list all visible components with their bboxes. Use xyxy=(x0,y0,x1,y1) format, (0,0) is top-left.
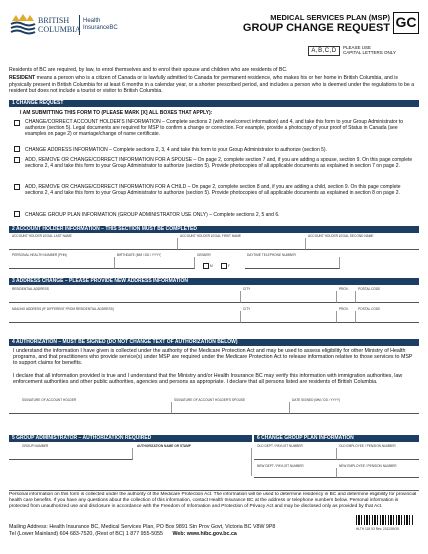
old-emp-field[interactable] xyxy=(337,448,419,460)
province-name: BRITISH COLUMBIA xyxy=(38,16,81,34)
residential-city-field[interactable] xyxy=(241,291,337,303)
website-link[interactable]: Web: www.hibc.gov.bc.ca xyxy=(172,531,237,537)
option-spouse: ADD, REMOVE OR CHANGE/CORRECT INFORMATION FOR A SPOUSE – On page 2, complete section 7 and, if you are adding a spouse, section 9. On this page complete sections 2, 4 and take this form to your Group Administrator to authorize (section 5). Provide photocopies of all applicable documents as explained in section 7 on page 2. xyxy=(25,157,413,169)
mailing-address-field[interactable] xyxy=(9,311,241,323)
label-new-emp: NEW EMPLOYEE / PENSION NUMBER xyxy=(339,464,397,468)
privacy-notice: Personal information on this form is collected under the authority of the Medicare Protection Act. The information will be used to determine residency in BC and determine eligibility for provincial health care benefits. If you have any questions about the collection of this information, contact Health Insurance BC at the address or telephone numbers below. Personal information is protected from unauthorized use and disclosure in accordance with the Freedom of Information and Protection of Privacy Act and may be disclosed only as provided by that Act. xyxy=(9,492,417,509)
label-auth-name: AUTHORIZATION NAME OR STAMP xyxy=(137,444,191,448)
new-emp-field[interactable] xyxy=(337,468,419,478)
gender-m-checkbox[interactable] xyxy=(203,263,209,269)
mailing-postal-field[interactable] xyxy=(356,311,419,323)
old-dept-field[interactable] xyxy=(254,448,337,460)
mailing-city-field[interactable] xyxy=(241,311,337,323)
section-2-header: 2 ACCOUNT HOLDER INFORMATION – THIS SECTION MUST BE COMPLETED xyxy=(9,226,419,233)
date-signed-field[interactable] xyxy=(290,402,419,414)
telephone-numbers: Tel (Lower Mainland) 604 683-7520, (Rest of BC) 1 877 955-5055 xyxy=(9,531,163,537)
barcode xyxy=(356,515,414,525)
gender-f-label: F xyxy=(228,264,230,268)
option-change-address: CHANGE ADDRESS INFORMATION – Complete sections 2, 3, 4 and take this form to your Group Administrator to authorize (section 5). xyxy=(25,147,327,153)
option-child: ADD, REMOVE OR CHANGE/CORRECT INFORMATION FOR A CHILD – On page 2, complete section 8 and, if you are adding a child, section 9. On this page complete sections 2, 4 and take this form to your Group Administrator to authorize (section 5). Provide photocopies of all applicable documents as explained in section 8 on page 2. xyxy=(25,184,401,196)
section-5-header: 5 GROUP ADMINISTRATOR – AUTHORIZATION REQUIRED xyxy=(9,435,252,442)
checkbox-change-address[interactable] xyxy=(14,146,20,152)
last-name-field[interactable] xyxy=(9,238,178,250)
label-residential-address: RESIDENTIAL ADDRESS xyxy=(12,287,49,291)
page-title: GROUP CHANGE REQUEST xyxy=(242,22,390,34)
label-mailing-address: MAILING ADDRESS (IF DIFFERENT FROM RESIDENTIAL ADDRESS) xyxy=(12,307,114,311)
caps-sample-box: A,B,C,D xyxy=(308,46,340,56)
group-number-field[interactable] xyxy=(9,448,133,460)
new-dept-field[interactable] xyxy=(254,468,337,478)
auth-name-stamp-area[interactable] xyxy=(133,448,252,476)
label-mailing-city: CITY xyxy=(243,307,251,311)
mailing-prov-field[interactable] xyxy=(337,311,356,323)
checkbox-group-plan[interactable] xyxy=(14,211,20,217)
first-name-field[interactable] xyxy=(178,238,306,250)
phn-field[interactable] xyxy=(9,257,115,269)
label-prov: PROV. xyxy=(339,287,349,291)
label-date-signed: DATE SIGNED (MM / DD / YYYY) xyxy=(292,398,341,402)
authorization-para-1: I understand the information I have given is collected under the authority of the Medicare Protection Act and may be used to assess eligibility for other Ministry of Health programs, and that practitioners who provide service(s) under MSP are required under the Medicare Protection Act to release information relative to those services to MSP to support claims for benefits. xyxy=(13,348,413,367)
phone-field[interactable] xyxy=(245,257,340,269)
checkbox-change-holder[interactable] xyxy=(14,120,20,126)
authorization-para-2: I declare that all information provided is true and I understand that the Ministry and/or Health Insurance BC may verify this information with immigration authorities, law enforcement authorities and other public authorities, agencies and persons as appropriate. I declare that all persons listed are residents of British Columbia. xyxy=(13,373,403,386)
label-old-emp: OLD EMPLOYEE / PENSION NUMBER xyxy=(339,444,396,448)
intro-text: Residents of BC are required, by law, to enrol themselves and to enrol their spouse and children who are residents of BC. RESIDENT means a person who is a citizen of Canada or is lawfully admitted to Canada for permanent residence, who makes his or her home in British Columbia, and is physically present in British Columbia for at least 6 months in a calendar year, or a shorter prescribed period, and includes a person who is deemed under the regulations to be a resident but does not include a tourist or visitor to British Columbia. xyxy=(9,67,415,94)
label-phn: PERSONAL HEALTH NUMBER (PHN) xyxy=(12,253,67,257)
label-sig-spouse: SIGNATURE OF ACCOUNT HOLDER'S SPOUSE xyxy=(174,398,246,402)
checkbox-spouse[interactable] xyxy=(14,157,20,163)
label-mailing-prov: PROV. xyxy=(339,307,349,311)
plan-name: MEDICAL SERVICES PLAN (MSP) xyxy=(270,13,390,22)
section-4-header: 4 AUTHORIZATION – MUST BE SIGNED (DO NOT CHANGE TEXT OF AUTHORIZATION BELOW) xyxy=(9,339,419,346)
form-code: HLTH 118 V3 Rev. 2012/09/19 xyxy=(356,527,399,531)
section-1-header: 1 CHANGE REQUEST xyxy=(9,100,419,107)
label-postal: POSTAL CODE xyxy=(358,287,381,291)
caps-note: PLEASE USE CAPITAL LETTERS ONLY xyxy=(343,45,396,55)
section-1-prompt: I AM SUBMITTING THIS FORM TO (PLEASE MARK [X] ALL BOXES THAT APPLY): xyxy=(20,110,213,116)
gender-f-checkbox[interactable] xyxy=(221,263,227,269)
label-first-name: ACCOUNT HOLDER LEGAL FIRST NAME xyxy=(180,234,242,238)
label-second-name: ACCOUNT HOLDER LEGAL SECOND NAME xyxy=(308,234,374,238)
label-birthdate: BIRTHDATE (MM / DD / YYYY) xyxy=(117,253,162,257)
label-sig-holder: SIGNATURE OF ACCOUNT HOLDER xyxy=(22,398,77,402)
section-3-header: 3 ADDRESS CHANGE – PLEASE PROVIDE NEW ADDRESS INFORMATION xyxy=(9,278,419,285)
label-last-name: ACCOUNT HOLDER LEGAL LAST NAME xyxy=(12,234,72,238)
signature-holder-field[interactable] xyxy=(9,402,172,414)
label-mailing-postal: POSTAL CODE xyxy=(358,307,381,311)
checkbox-child[interactable] xyxy=(14,184,20,190)
label-gender: GENDER xyxy=(197,253,211,257)
residential-postal-field[interactable] xyxy=(356,291,419,303)
residential-address-field[interactable] xyxy=(9,291,241,303)
footer-contact xyxy=(9,531,349,537)
option-group-plan: CHANGE GROUP PLAN INFORMATION (GROUP ADMINISTRATOR USE ONLY) – Complete sections 2, 5 and 6. xyxy=(25,212,280,218)
gender-m-label: M xyxy=(210,264,213,268)
signature-spouse-field[interactable] xyxy=(172,402,290,414)
mailing-address: Mailing Address: Health Insurance BC, Medical Services Plan, PO Box 9891 Stn Prov Govt, Victoria BC V8W 9P8 xyxy=(9,524,276,530)
label-old-dept: OLD DEPT / PAYLIST NUMBER xyxy=(257,444,303,448)
agency-name: Health InsuranceBC xyxy=(83,18,118,31)
second-name-field[interactable] xyxy=(306,238,419,250)
label-group-number: GROUP NUMBER xyxy=(22,444,49,448)
residential-prov-field[interactable] xyxy=(337,291,356,303)
label-new-dept: NEW DEPT / PAYLIST NUMBER xyxy=(257,464,304,468)
birthdate-field[interactable] xyxy=(115,257,195,269)
form-code-badge: GC xyxy=(393,12,419,34)
label-city: CITY xyxy=(243,287,251,291)
option-change-holder: CHANGE/CORRECT ACCOUNT HOLDER'S INFORMATION – Complete sections 2 (with new/correct information) and 4, and take this form to your Group Administrator to authorize (section 5). Legal documents are required for MSP to confirm a change or correction. For example, provide a photocopy of your proof of Status in Canada (see examples on page 2) or marriage/change of name certificate. xyxy=(25,119,404,137)
label-phone: DAYTIME TELEPHONE NUMBER xyxy=(247,253,296,257)
bc-logo xyxy=(10,13,36,35)
section-6-header: 6 CHANGE GROUP PLAN INFORMATION xyxy=(254,435,419,442)
